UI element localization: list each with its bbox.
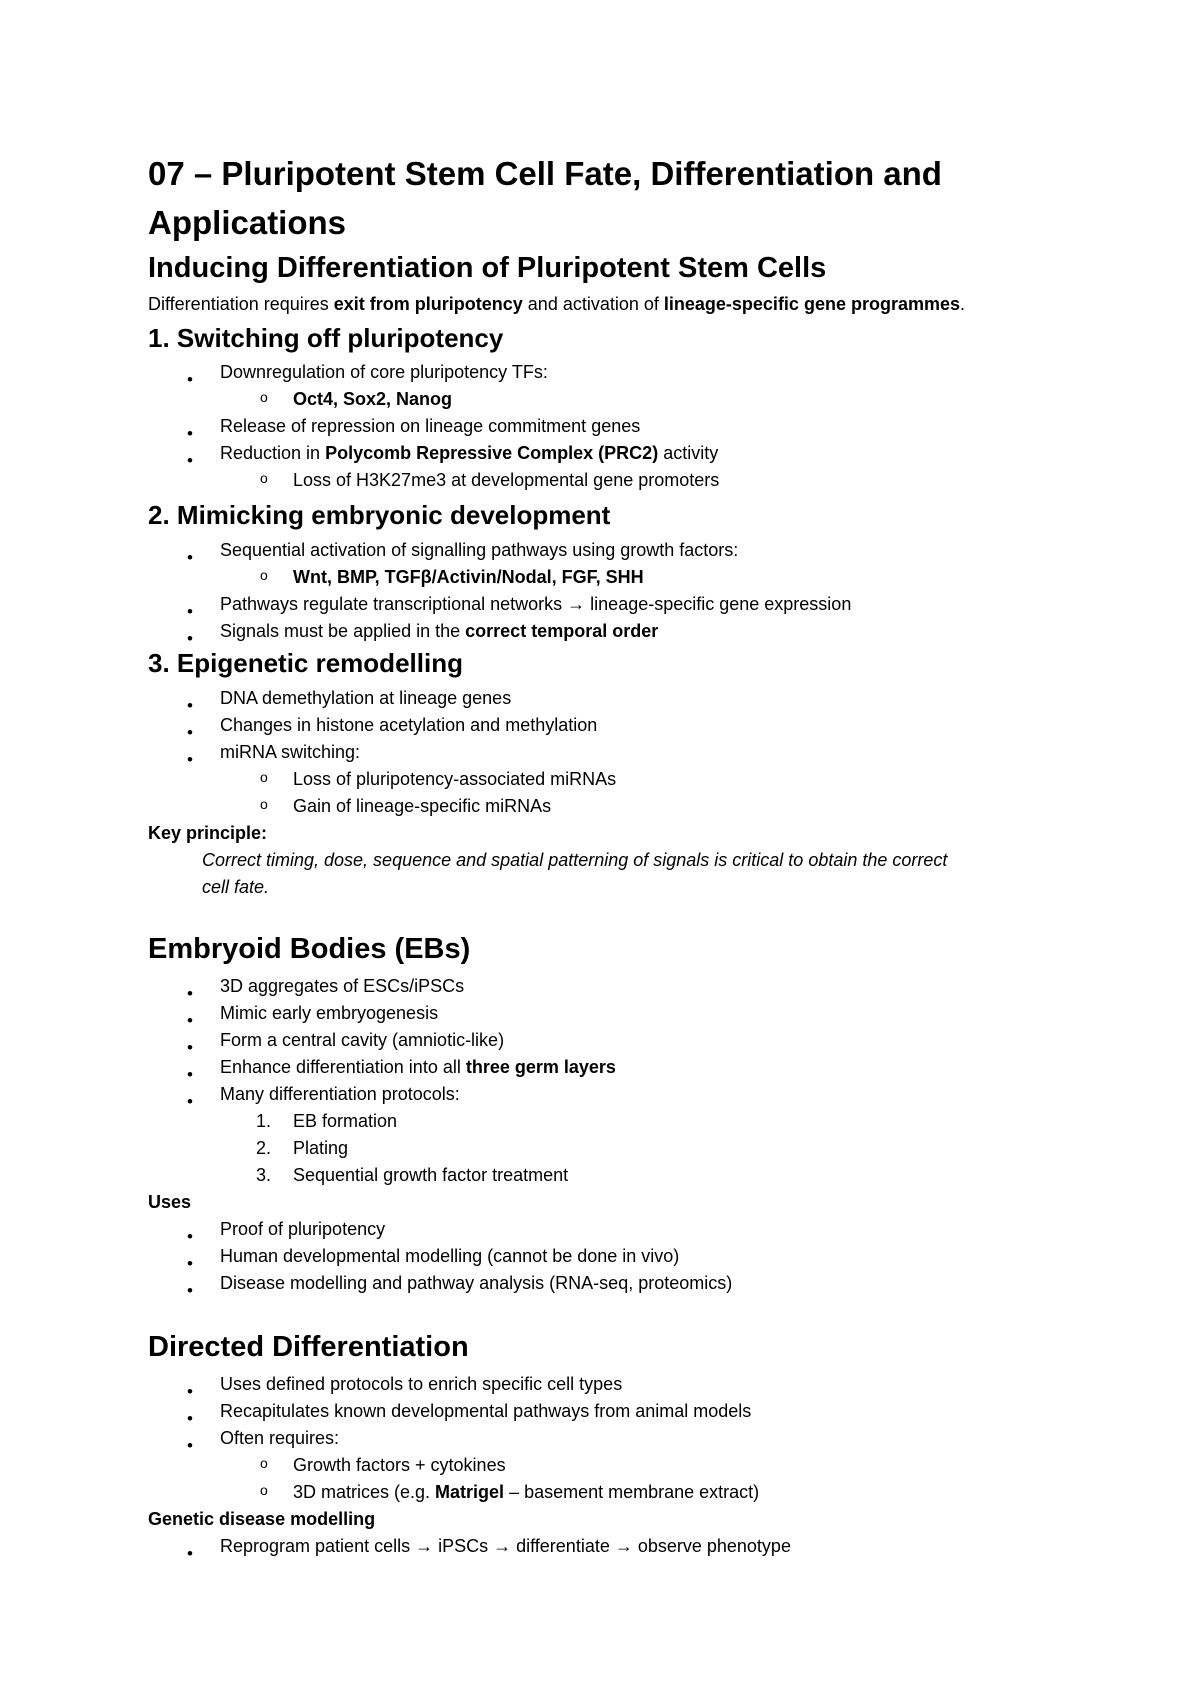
bullet-circle-icon: o [260,389,268,405]
subheading-mimicking: 2. Mimicking embryonic development [148,500,611,530]
list-item [220,1058,616,1076]
bullet-dot-icon: • [187,1011,193,1030]
list-item: Form a central cavity (amniotic-like) [220,1030,505,1050]
intro-text: Differentiation requires [148,294,334,314]
bullet-circle-icon: o [260,567,268,583]
bullet-dot-icon: • [187,1254,193,1273]
bullet-dot-icon: • [187,1227,193,1246]
intro-text: . [960,294,966,314]
section-heading-directed: Directed Differentiation [148,1331,469,1363]
bullet-dot-icon: • [187,750,193,769]
list-item: Mimic early embryogenesis [220,1003,439,1023]
genetic-disease-label: Genetic disease modelling [148,1509,376,1529]
list-item: Changes in histone acetylation and methylation [220,715,598,735]
list-item: Pathways regulate transcriptional networks → lineage-specific gene expression [220,594,852,614]
intro-paragraph [148,295,965,313]
list-item [220,444,718,462]
sub-list-item: Gain of lineage-specific miRNAs [293,796,552,816]
list-item: 3D aggregates of ESCs/iPSCs [220,976,465,996]
bullet-dot-icon: • [187,1065,193,1084]
bullet-circle-icon: o [260,796,268,812]
section-heading-inducing: Inducing Differentiation of Pluripotent Stem Cells [148,252,827,284]
list-text: – basement membrane extract) [504,1482,760,1502]
bullet-dot-icon: • [187,548,193,567]
page-title-line-1: 07 – Pluripotent Stem Cell Fate, Differentiation and [148,155,942,192]
bullet-circle-icon: o [260,1482,268,1498]
bullet-dot-icon: • [187,451,193,470]
list-item: Release of repression on lineage commitment genes [220,416,641,436]
subheading-switching-off: 1. Switching off pluripotency [148,323,504,353]
list-item: Sequential activation of signalling pathways using growth factors: [220,540,739,560]
bullet-dot-icon: • [187,1436,193,1455]
intro-bold-exit: exit from pluripotency [333,294,523,314]
list-text: Reduction in [220,443,326,463]
sub-list-item: Wnt, BMP, TGFβ/Activin/Nodal, FGF, SHH [293,567,644,587]
sub-list-item: Growth factors + cytokines [293,1455,506,1475]
bullet-dot-icon: • [187,1409,193,1428]
step-item: EB formation [293,1111,398,1131]
list-item: Uses defined protocols to enrich specific cell types [220,1374,623,1394]
bullet-circle-icon: o [260,769,268,785]
step-item: Plating [293,1138,349,1158]
bullet-dot-icon: • [187,1544,193,1563]
sub-list-item [293,1483,759,1501]
list-text: 3D matrices (e.g. [293,1482,436,1502]
list-item: Reprogram patient cells → iPSCs → differentiate → observe phenotype [220,1536,791,1556]
key-principle-text: Correct timing, dose, sequence and spatial patterning of signals is critical to obtain the correct [202,850,948,870]
list-item: miRNA switching: [220,742,361,762]
bullet-dot-icon: • [187,1038,193,1057]
list-item: Human developmental modelling (cannot be done in vivo) [220,1246,680,1266]
step-item: Sequential growth factor treatment [293,1165,569,1185]
bullet-circle-icon: o [260,1455,268,1471]
list-item: DNA demethylation at lineage genes [220,688,512,708]
bullet-dot-icon: • [187,1382,193,1401]
list-item: Disease modelling and pathway analysis (RNA-seq, proteomics) [220,1273,733,1293]
bullet-dot-icon: • [187,629,193,648]
bullet-dot-icon: • [187,424,193,443]
sub-list-item: Loss of H3K27me3 at developmental gene promoters [293,470,720,490]
list-item: Downregulation of core pluripotency TFs: [220,362,548,382]
bullet-dot-icon: • [187,696,193,715]
uses-label: Uses [148,1192,192,1212]
list-text: activity [658,443,719,463]
key-principle-text: cell fate. [202,877,270,897]
sub-list-item: Oct4, Sox2, Nanog [293,389,453,409]
section-heading-embryoid-bodies: Embryoid Bodies (EBs) [148,933,471,965]
subheading-epigenetic: 3. Epigenetic remodelling [148,648,463,678]
list-item: Often requires: [220,1428,340,1448]
list-text: Enhance differentiation into all [220,1057,466,1077]
list-bold-temporal: correct temporal order [465,621,659,641]
bullet-dot-icon: • [187,984,193,1003]
bullet-dot-icon: • [187,1092,193,1111]
bullet-dot-icon: • [187,602,193,621]
bullet-dot-icon: • [187,1281,193,1300]
list-item: Recapitulates known developmental pathways from animal models [220,1401,752,1421]
list-item: Many differentiation protocols: [220,1084,460,1104]
list-item [220,622,658,640]
sub-list-item: Loss of pluripotency-associated miRNAs [293,769,617,789]
page-title-line-2: Applications [148,204,347,241]
intro-bold-lineage: lineage-specific gene programmes [663,294,960,314]
step-number: 1. [256,1111,272,1131]
list-text: Signals must be applied in the [220,621,466,641]
bullet-dot-icon: • [187,370,193,389]
step-number: 3. [256,1165,272,1185]
list-item: Proof of pluripotency [220,1219,386,1239]
bullet-dot-icon: • [187,723,193,742]
list-bold-matrigel: Matrigel [435,1482,505,1502]
bullet-circle-icon: o [260,470,268,486]
list-bold-germ-layers: three germ layers [465,1057,616,1077]
step-number: 2. [256,1138,272,1158]
list-bold-prc2: Polycomb Repressive Complex (PRC2) [325,443,659,463]
key-principle-label: Key principle: [148,823,268,843]
intro-text: and activation of [522,294,664,314]
